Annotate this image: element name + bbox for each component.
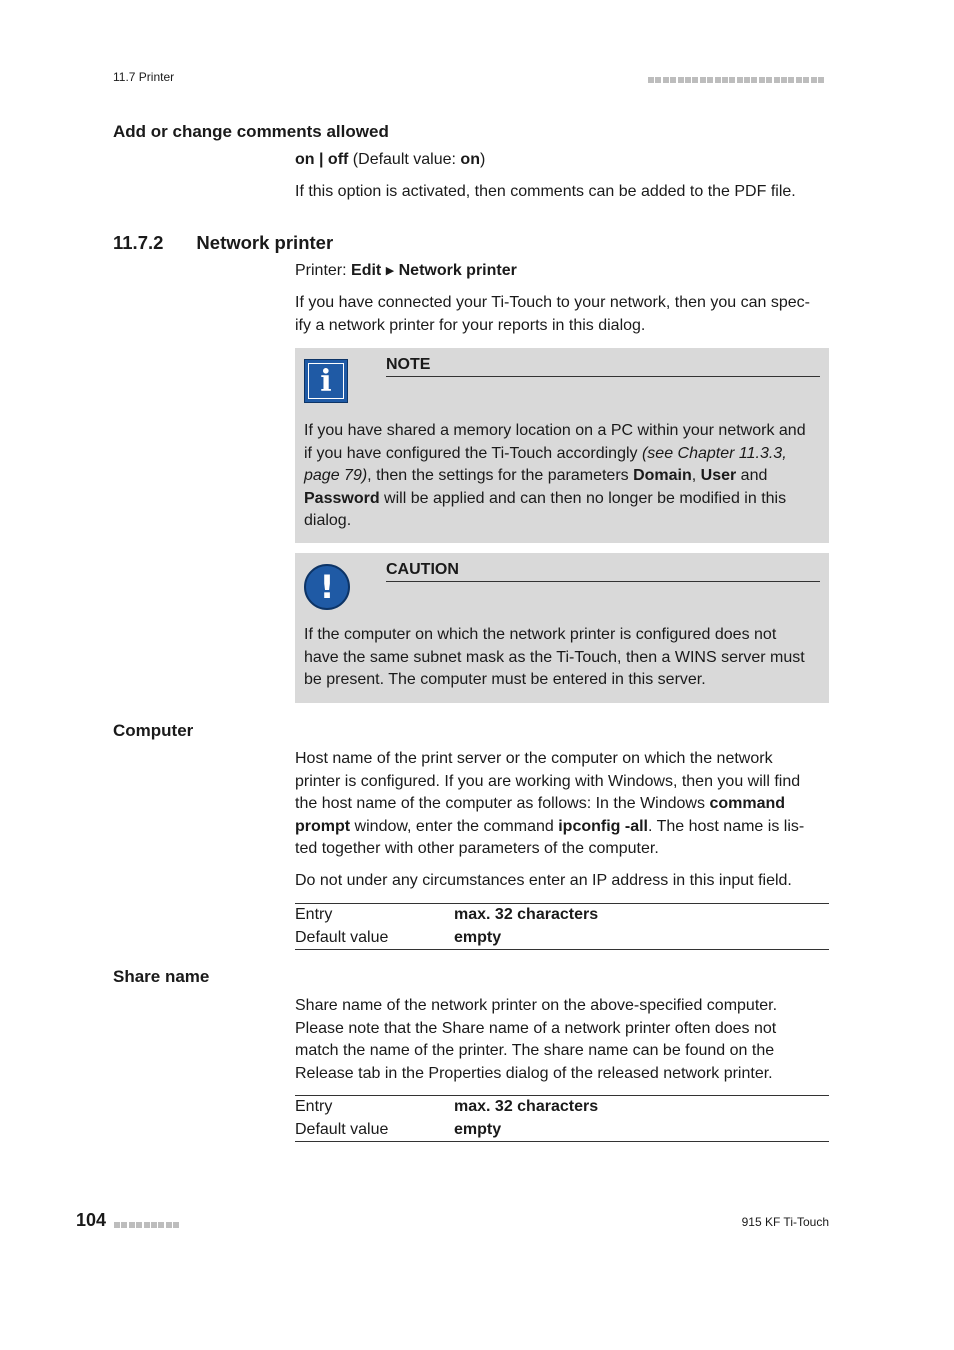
param-options-add-comments <box>295 149 485 172</box>
menu-path-edit: Edit <box>351 262 382 279</box>
share-line: Release tab in the Properties dialog of the released network printer. <box>295 1064 773 1082</box>
menu-path-arrow-icon: ▶ <box>385 265 395 277</box>
computer-spec-table <box>295 903 829 950</box>
spec-value: empty <box>454 1120 502 1138</box>
param-description-share-name <box>295 995 835 1085</box>
computer-line: ted together with other parameters of the computer. <box>295 840 659 857</box>
share-line: match the name of the printer. The share name can be found on the <box>295 1042 775 1059</box>
section-number: 11.7.2 <box>113 232 164 253</box>
param-title-computer: Computer <box>113 721 194 740</box>
table-row <box>295 927 829 950</box>
default-suffix: ) <box>479 151 486 168</box>
menu-path <box>295 260 517 283</box>
computer-line: Host name of the print server or the computer on which the network <box>295 750 773 767</box>
share-spec-table <box>295 1095 829 1142</box>
computer-line: prompt window, enter the command ipconfig -all. The host name is lis- <box>295 817 805 835</box>
note-line: If you have shared a memory location on a PC within your network and <box>304 422 806 439</box>
section-heading <box>113 232 333 254</box>
note-line: dialog. <box>304 512 352 529</box>
table-row <box>295 1119 829 1142</box>
footer-dot-bar <box>114 1216 181 1234</box>
spec-label: Entry <box>295 1098 333 1115</box>
caution-box <box>295 553 829 703</box>
param-title-share-name: Share name <box>113 967 210 986</box>
section-intro <box>295 292 835 337</box>
note-text <box>304 420 824 533</box>
spec-value: max. 32 characters <box>454 906 599 923</box>
share-line: Share name of the network printer on the above-specified computer. <box>295 997 778 1014</box>
spec-value: empty <box>454 928 502 946</box>
header-dot-bar <box>648 71 825 89</box>
exclamation-icon: ! <box>304 564 350 610</box>
table-row <box>295 1096 829 1119</box>
caution-title: CAUTION <box>386 561 820 582</box>
computer-warning: Do not under any circumstances enter an IP address in this input field. <box>295 872 792 889</box>
note-line: Password will be applied and can then no longer be modified in this <box>304 489 787 507</box>
menu-path-prefix: Printer: <box>295 262 352 279</box>
spec-value: max. 32 characters <box>454 1098 599 1115</box>
spec-label: Entry <box>295 906 333 923</box>
default-prefix: (Default value: <box>348 151 461 168</box>
option-separator: | <box>314 151 328 168</box>
computer-line: printer is configured. If you are working with Windows, then you will find <box>295 772 801 790</box>
page-number: 104 <box>76 1210 107 1230</box>
footer-product: 915 KF Ti-Touch <box>741 1215 829 1229</box>
param-description-add-comments: If this option is activated, then comments can be added to the PDF file. <box>295 183 796 200</box>
intro-line: If you have connected your Ti-Touch to your network, then you can spec- <box>295 294 810 311</box>
section-title: Network printer <box>196 232 334 253</box>
share-line: Please note that the Share name of a network printer often does not <box>295 1019 777 1037</box>
spec-label: Default value <box>295 928 389 946</box>
param-description-computer <box>295 748 835 861</box>
caution-line: have the same subnet mask as the Ti-Touch, then a WINS server must <box>304 648 805 666</box>
option-on: on <box>295 151 315 168</box>
param-title-add-comments: Add or change comments allowed <box>113 122 389 141</box>
note-line: if you have configured the Ti-Touch accordingly (see Chapter 11.3.3, <box>304 444 787 462</box>
running-header-section: 11.7 Printer <box>113 70 175 84</box>
note-title: NOTE <box>386 356 820 377</box>
menu-path-target: Network printer <box>398 262 517 279</box>
spec-label: Default value <box>295 1120 389 1138</box>
default-value: on <box>460 151 480 168</box>
option-off: off <box>327 151 349 168</box>
caution-text <box>304 624 824 692</box>
note-line: page 79), then the settings for the parameters Domain, User and <box>304 467 768 484</box>
note-box <box>295 348 829 543</box>
table-row <box>295 904 829 927</box>
intro-line: ify a network printer for your reports in this dialog. <box>295 316 646 334</box>
caution-line: be present. The computer must be entered in this server. <box>304 671 706 688</box>
info-icon: i <box>304 359 348 403</box>
computer-line: the host name of the computer as follows: In the Windows command <box>295 795 786 812</box>
caution-line: If the computer on which the network printer is configured does not <box>304 626 777 643</box>
